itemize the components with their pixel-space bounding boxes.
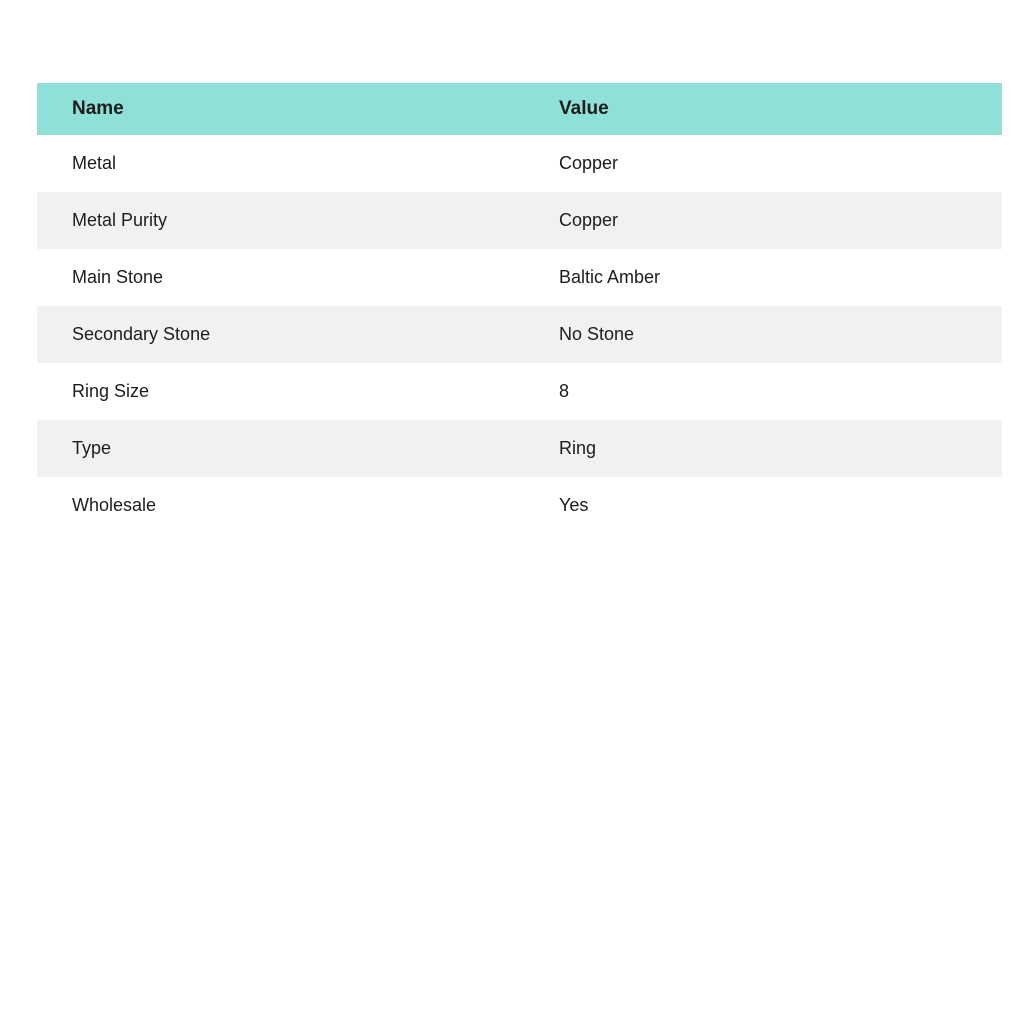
product-attributes-table [37, 83, 1002, 534]
table-header [37, 83, 1002, 135]
attribute-value: Copper [524, 135, 1002, 192]
table-body [37, 135, 1002, 534]
table-header-row [37, 83, 1002, 135]
attribute-name: Type [37, 420, 524, 477]
attribute-name: Ring Size [37, 363, 524, 420]
column-header-name: Name [37, 83, 524, 135]
column-header-value: Value [524, 83, 1002, 135]
attribute-value: No Stone [524, 306, 1002, 363]
attribute-name: Metal [37, 135, 524, 192]
attribute-name: Main Stone [37, 249, 524, 306]
attribute-name: Secondary Stone [37, 306, 524, 363]
table-row [37, 477, 1002, 534]
table-row [37, 420, 1002, 477]
attribute-value: 8 [524, 363, 1002, 420]
attribute-value: Yes [524, 477, 1002, 534]
table-row [37, 249, 1002, 306]
attribute-value: Ring [524, 420, 1002, 477]
table-row [37, 306, 1002, 363]
attribute-name: Metal Purity [37, 192, 524, 249]
attribute-value: Baltic Amber [524, 249, 1002, 306]
attribute-value: Copper [524, 192, 1002, 249]
table-row [37, 192, 1002, 249]
table-row [37, 363, 1002, 420]
attribute-name: Wholesale [37, 477, 524, 534]
table-row [37, 135, 1002, 192]
